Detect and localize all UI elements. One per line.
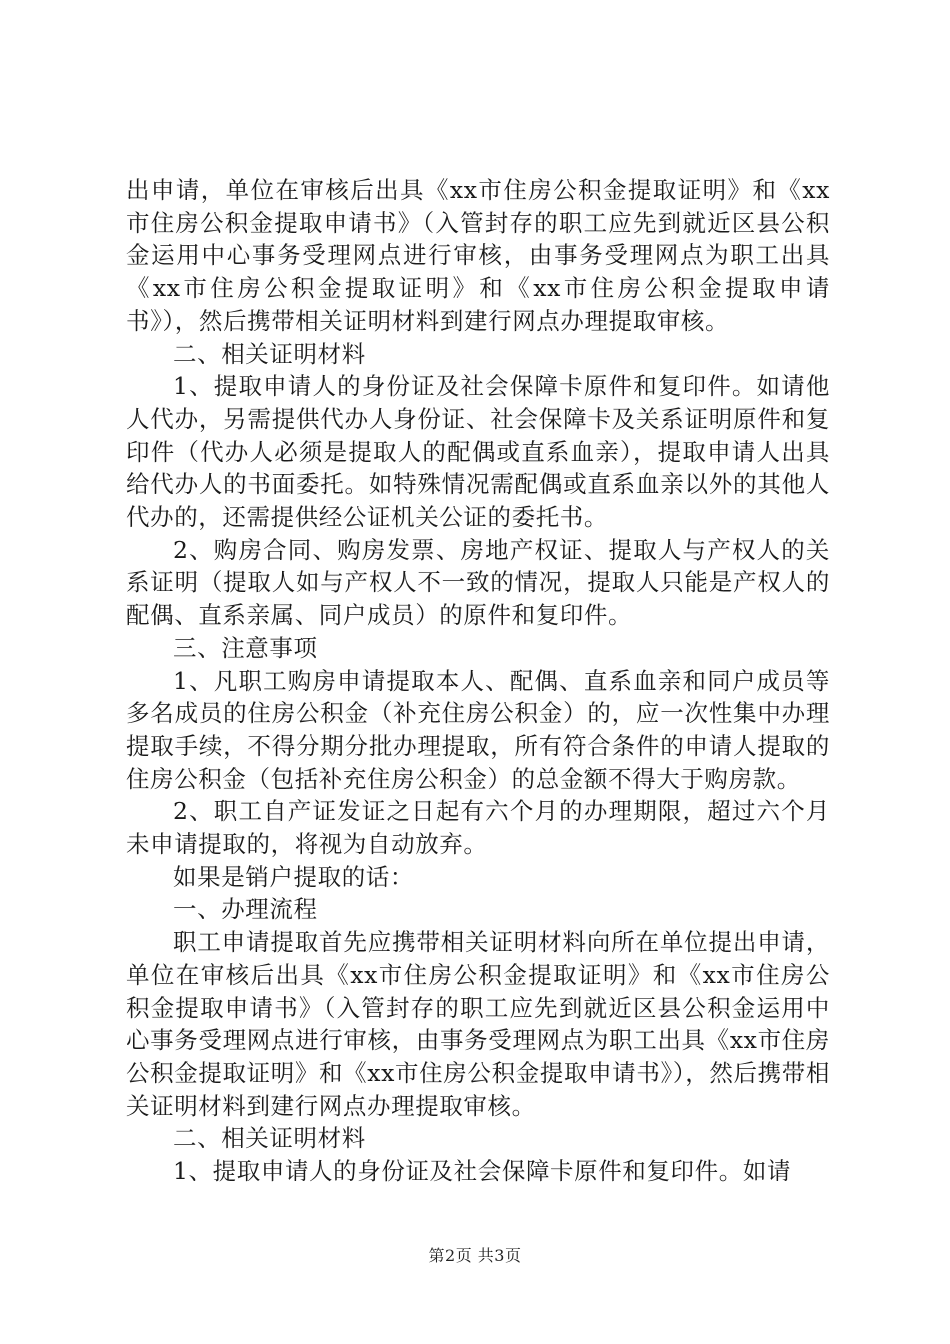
- document-body: [126, 174, 830, 1188]
- section-heading-procedure: 一、办理流程: [173, 895, 318, 924]
- paragraph-id-documents: 1、提取申请人的身份证及社会保障卡原件和复印件。如请他人代办，另需提供代办人身份证、社会保障卡及关系证明原件和复印件（代办人必须是提取人的配偶或直系血亲），提取申请人出具给代办人的书面委托。如特殊情况需配偶或直系血亲以外的其他人代办的，还需提供经公证机关公证的委托书。: [126, 372, 830, 532]
- paragraph-note-two: 2、职工自产证发证之日起有六个月的办理期限，超过六个月未申请提取的，将视为自动放弃。: [126, 797, 830, 859]
- paragraph-purchase-documents: 2、购房合同、购房发票、房地产权证、提取人与产权人的关系证明（提取人如与产权人不一致的情况，提取人只能是产权人的配偶、直系亲属、同户成员）的原件和复印件。: [126, 535, 830, 630]
- page-footer: 第2页 共3页: [428, 1246, 522, 1265]
- section-heading-supporting-materials: 二、相关证明材料: [173, 339, 366, 368]
- paragraph-continuation-application: 出申请，单位在审核后出具《xx市住房公积金提取证明》和《xx市住房公积金提取申请书》（入管封存的职工应先到就近区县公积金运用中心事务受理网点进行审核，由事务受理网点为职工出具《xx市住房公积金提取证明》和《xx市住房公积金提取申请书》），然后携带相关证明材料到建行网点办理提取审核。: [126, 176, 830, 335]
- paragraph-procedure: 职工申请提取首先应携带相关证明材料向所在单位提出申请，单位在审核后出具《xx市住房公积金提取证明》和《xx市住房公积金提取申请书》（入管封存的职工应先到就近区县公积金运用中心事务受理网点进行审核，由事务受理网点为职工出具《xx市住房公积金提取证明》和《xx市住房公积金提取申请书》），然后携带相关证明材料到建行网点办理提取审核。: [126, 928, 830, 1120]
- paragraph-id-documents-2: 1、提取申请人的身份证及社会保障卡原件和复印件。如请: [173, 1157, 792, 1186]
- paragraph-note-one: 1、凡职工购房申请提取本人、配偶、直系血亲和同户成员等多名成员的住房公积金（补充住房公积金）的，应一次性集中办理提取手续，不得分期分批办理提取，所有符合条件的申请人提取的住房公积金（包括补充住房公积金）的总金额不得大于购房款。: [126, 666, 830, 793]
- paragraph-account-closing-intro: 如果是销户提取的话：: [173, 862, 414, 891]
- section-heading-notes: 三、注意事项: [173, 633, 318, 662]
- section-heading-supporting-materials-2: 二、相关证明材料: [173, 1124, 366, 1153]
